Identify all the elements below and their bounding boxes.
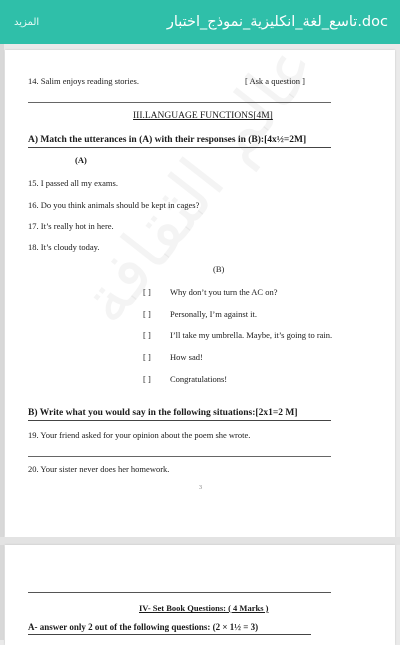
left-scroll-edge bbox=[0, 44, 4, 640]
response-3: I’ll take my umbrella. Maybe, it’s going to rain. bbox=[170, 330, 333, 340]
section-b-title: B) Write what you would say in the following situations:[2x1=2 M] bbox=[28, 408, 298, 418]
answer-bracket-5: [ ] bbox=[143, 374, 151, 384]
question-18: 18. It’s cloudy today. bbox=[28, 242, 100, 252]
answer-bracket-2: [ ] bbox=[143, 309, 151, 319]
answer-line-19 bbox=[28, 456, 331, 457]
answer-bracket-1: [ ] bbox=[143, 287, 151, 297]
question-20: 20. Your sister never does her homework. bbox=[28, 464, 170, 474]
document-title: تاسع_لغة_انكليزية_نموذج_اختبار.doc bbox=[166, 14, 388, 30]
question-14-hint: [ Ask a question ] bbox=[245, 76, 305, 86]
document-page-3[interactable] bbox=[5, 50, 395, 537]
section-4-title: IV- Set Book Questions: ( 4 Marks ) bbox=[139, 603, 269, 613]
section-4a-title: A- answer only 2 out of the following questions: (2 × 1½ = 3) bbox=[28, 622, 259, 632]
question-14: 14. Salim enjoys reading stories. bbox=[28, 76, 139, 86]
more-button[interactable]: المزيد bbox=[14, 16, 40, 28]
question-17: 17. It’s really hot in here. bbox=[28, 221, 114, 231]
section-3-title: III.LANGUAGE FUNCTIONS[4M] bbox=[133, 111, 273, 121]
section-a-underline bbox=[28, 147, 331, 148]
question-19: 19. Your friend asked for your opinion about the poem she wrote. bbox=[28, 430, 251, 440]
column-a-label: (A) bbox=[75, 155, 87, 165]
document-page-4[interactable] bbox=[5, 545, 395, 645]
answer-bracket-3: [ ] bbox=[143, 330, 151, 340]
question-15: 15. I passed all my exams. bbox=[28, 178, 118, 188]
response-5: Congratulations! bbox=[170, 374, 228, 384]
column-b-label: (B) bbox=[213, 264, 225, 274]
page-number: 3 bbox=[199, 485, 202, 491]
section-4a-underline bbox=[28, 634, 311, 635]
response-1: Why don’t you turn the AC on? bbox=[170, 287, 278, 297]
response-4: How sad! bbox=[170, 352, 203, 362]
answer-bracket-4: [ ] bbox=[143, 352, 151, 362]
section-a-title: A) Match the utterances in (A) with their responses in (B):[4x½=2M] bbox=[28, 135, 307, 145]
top-app-bar bbox=[0, 0, 400, 44]
response-2: Personally, I’m against it. bbox=[170, 309, 258, 319]
page-separator bbox=[0, 537, 400, 545]
page-4-top-divider bbox=[28, 592, 331, 593]
divider bbox=[28, 102, 331, 103]
question-16: 16. Do you think animals should be kept in cages? bbox=[28, 200, 200, 210]
section-b-underline bbox=[28, 420, 331, 421]
